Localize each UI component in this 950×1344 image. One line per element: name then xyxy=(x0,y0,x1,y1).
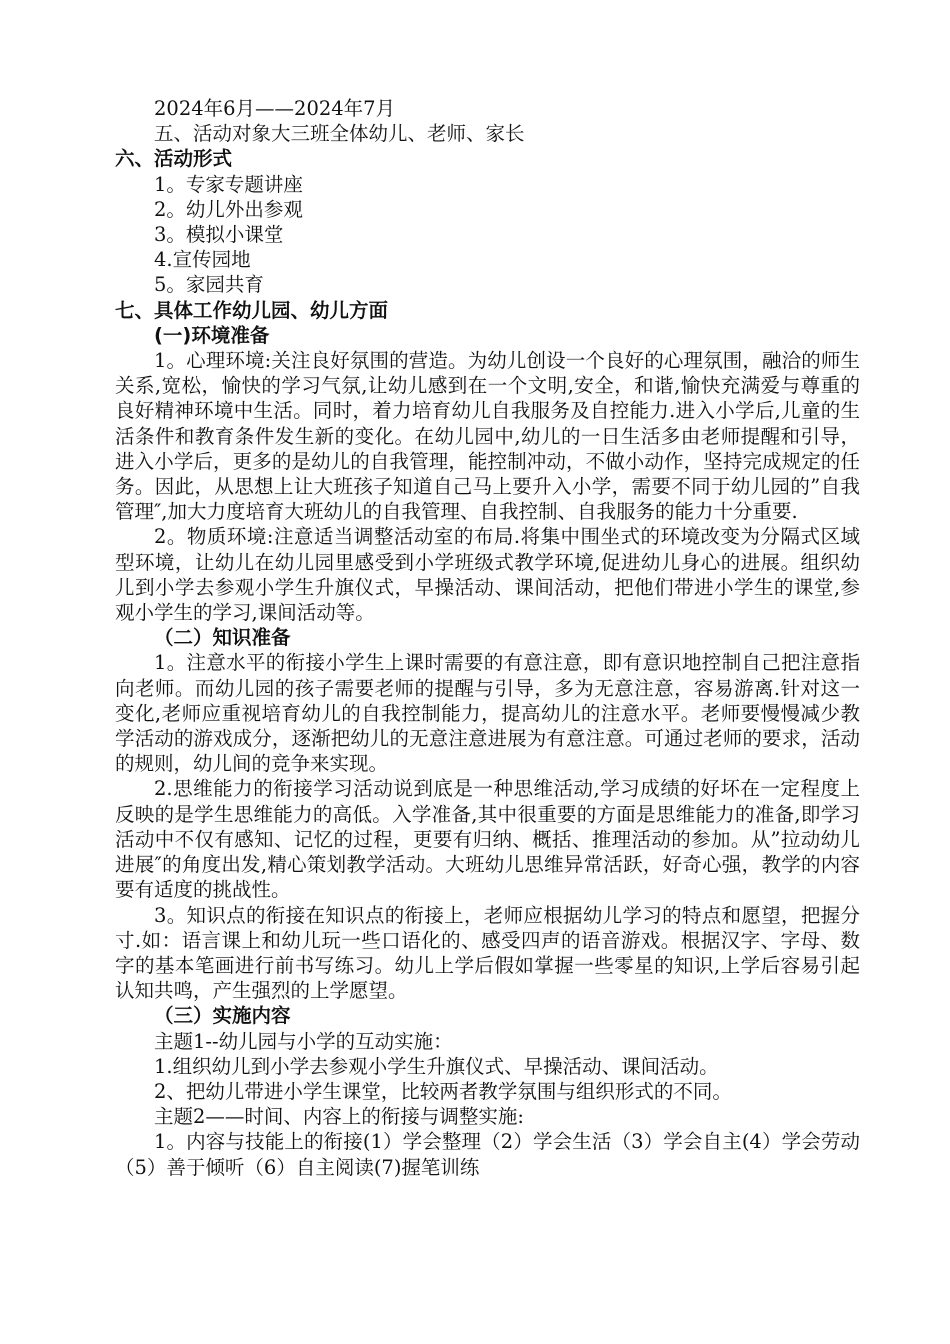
activity-target-line: 五、活动对象大三班全体幼儿、老师、家长 xyxy=(154,122,525,146)
theme-1-item-1: 1.组织幼儿到小学去参观小学生升旗仪式、早操活动、课间活动。 xyxy=(154,1054,719,1078)
paragraph-attention: 1。注意水平的衔接小学生上课时需要的有意注意，即有意识地控制自己把注意指向老师。而幼儿园的孩子需要老师的提醒与引导，多为无意注意，容易游离.针对这一变化,老师应重视培育幼儿的自我控制能力，提高幼儿的注意水平。老师要慢慢减少教学活动的游戏成分，逐渐把幼儿的无意注意进展为有意注意。可通过老师的要求，活动的规则，幼儿间的竞争来实现。 xyxy=(115,651,860,776)
subsection-environment-heading: (一)环境准备 xyxy=(154,323,270,347)
form-item-5: 5。家园共育 xyxy=(154,273,264,297)
paragraph-knowledge-points: 3。知识点的衔接在知识点的衔接上，老师应根据幼儿学习的特点和愿望，把握分寸.如：语言课上和幼儿玩一些口语化的、感受四声的语音游戏。根据汉字、字母、数字的基本笔画进行前书写练习。幼儿上学后假如掌握一些零星的知识,上学后容易引起认知共鸣，产生强烈的上学愿望。 xyxy=(115,903,860,1003)
form-item-2: 2。幼儿外出参观 xyxy=(154,197,303,221)
form-item-1: 1。专家专题讲座 xyxy=(154,172,303,196)
paragraph-psychological-environment: 1。心理环境:关注良好氛围的营造。为幼儿创设一个良好的心理氛围，融洽的师生关系,宽松，愉快的学习气氛,让幼儿感到在一个文明,安全，和谐,愉快充满爱与尊重的良好精神环境中生活。同时，着力培育幼儿自我服务及自控能力.进入小学后,儿童的生活条件和教育条件发生新的变化。在幼儿园中,幼儿的一日生活多由老师提醒和引导，进入小学后，更多的是幼儿的自我管理，能控制冲动，不做小动作，坚持完成规定的任务。因此，从思想上让大班孩子知道自己马上要升入小学，需要不同于幼儿园的”自我管理″,加大力度培育大班幼儿的自我管理、自我控制、自我服务的能力十分重要. xyxy=(115,349,860,524)
form-item-4: 4.宣传园地 xyxy=(154,248,251,272)
subsection-implementation-heading: （三）实施内容 xyxy=(154,1004,291,1028)
section-6-heading: 六、活动形式 xyxy=(115,147,233,171)
activity-date-range: 2024年6月——2024年7月 xyxy=(154,97,396,120)
paragraph-thinking: 2.思维能力的衔接学习活动说到底是一种思维活动,学习成绩的好坏在一定程度上反映的是学生思维能力的高低。入学准备,其中很重要的方面是思维能力的准备,即学习活动中不仅有感知、记忆的过程，更要有归纳、概括、推理活动的参加。从”拉动幼儿进展″的角度出发,精心策划教学活动。大班幼儿思维异常活跃，好奇心强，教学的内容要有适度的挑战性。 xyxy=(115,777,860,902)
paragraph-physical-environment: 2。物质环境:注意适当调整活动室的布局.将集中围坐式的环境改变为分隔式区域型环境，让幼儿在幼儿园里感受到小学班级式教学环境,促进幼儿身心的进展。组织幼儿到小学去参观小学生升旗仪式，早操活动、课间活动，把他们带进小学生的课堂,参观小学生的学习,课间活动等。 xyxy=(115,525,860,625)
document-body xyxy=(115,96,860,1180)
theme-1-title: 主题1--幼儿园与小学的互动实施： xyxy=(154,1029,453,1053)
section-7-heading: 七、具体工作幼儿园、幼儿方面 xyxy=(115,298,389,322)
subsection-knowledge-heading: （二）知识准备 xyxy=(154,626,291,650)
theme-2-title: 主题2——时间、内容上的衔接与调整实施: xyxy=(154,1105,524,1129)
theme-1-item-2: 2、把幼儿带进小学生课堂，比较两者教学氛围与组织形式的不同。 xyxy=(154,1079,732,1103)
theme-2-item-1: 1。内容与技能上的衔接(1）学会整理（2）学会生活（3）学会自主(4）学会劳动 （5）善于倾听（6）自主阅读(7)握笔训练 xyxy=(115,1130,860,1179)
form-item-3: 3。模拟小课堂 xyxy=(154,223,284,247)
